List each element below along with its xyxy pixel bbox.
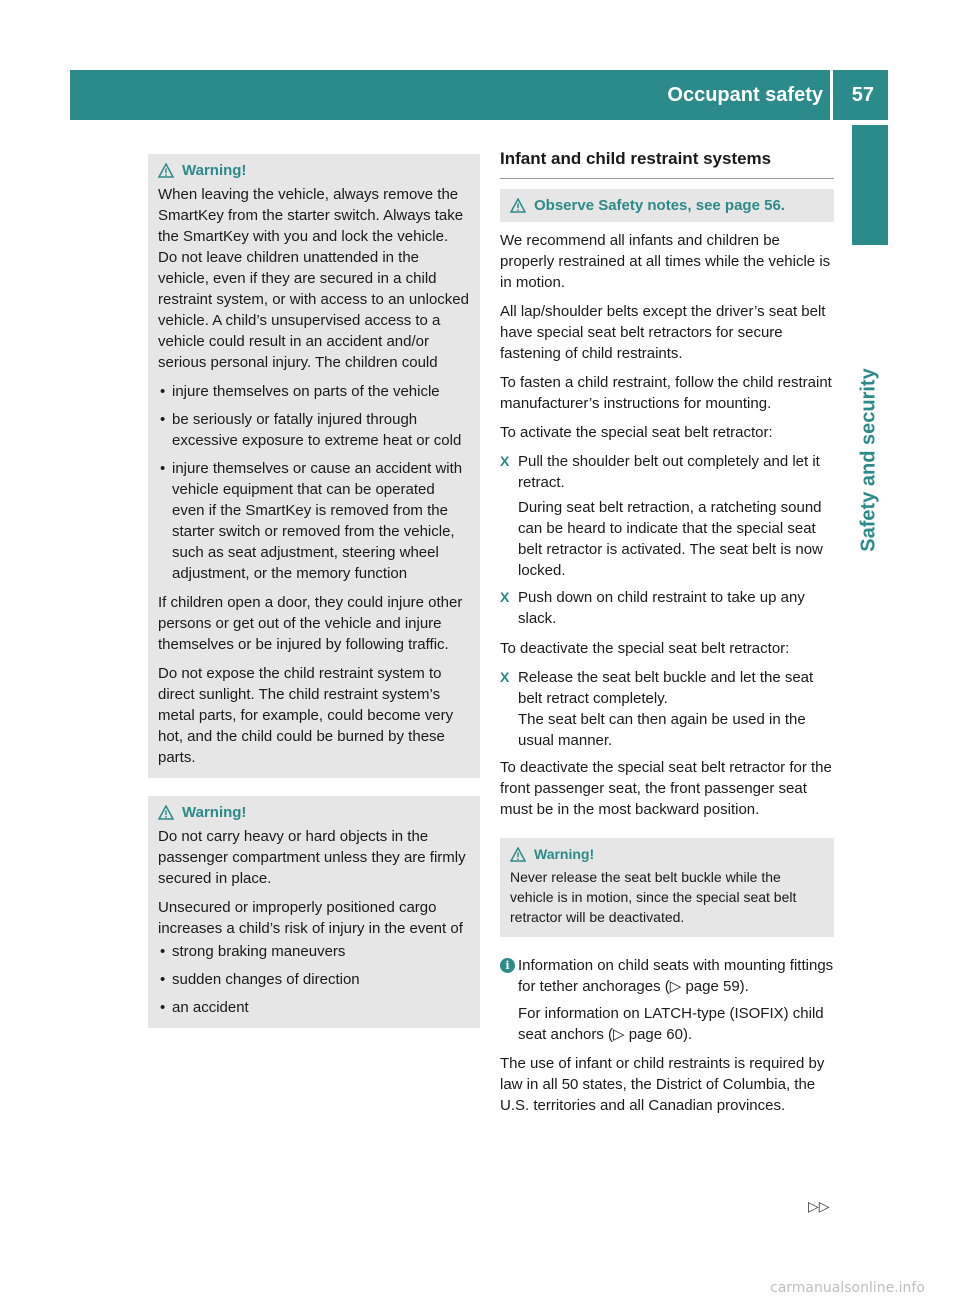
- body-paragraph: To deactivate the special seat belt retractor:: [500, 640, 790, 657]
- body-paragraph: The use of infant or child restraints is required by law in all 50 states, the District of Columbia, the U.S. territories and all Canadian provinces.: [500, 1055, 825, 1114]
- bullet-item: • sudden changes of direction: [158, 969, 471, 990]
- bullet-item: • injure themselves or cause an accident with vehicle equipment that can be operated even if the SmartKey is removed from the starter switch or removed from the vehicle, such as seat adjustment, steering wheel adjustment, or the memory function: [158, 458, 471, 584]
- bullet-item: • an accident: [158, 997, 471, 1018]
- warning-paragraph: If children open a door, they could injure other persons or get out of the vehicle and injure themselves or be injured by following traffic.: [158, 594, 463, 653]
- header-bar: [70, 70, 888, 120]
- safety-note-heading: Observe Safety notes, see page 56.: [510, 195, 825, 216]
- warning-triangle-icon: [158, 805, 174, 820]
- watermark: carmanualsonline.info: [770, 1280, 925, 1296]
- left-column: [148, 154, 480, 1028]
- bullet-item: • strong braking maneuvers: [158, 941, 471, 962]
- warning-paragraph: Do not carry heavy or hard objects in the passenger compartment unless they are firmly secured in place.: [158, 828, 466, 887]
- instruction-step: X Push down on child restraint to take up any slack.: [500, 589, 805, 627]
- warning-paragraph: When leaving the vehicle, always remove the SmartKey from the starter switch. Always take the SmartKey with you and lock the vehicle. Do not leave children unattended in the vehicle, even if they are secured in a child restraint system, or with access to an unlocked vehicle. A child’s unsupervised access to a vehicle could result in an accident and/or serious personal injury. The children could: [158, 186, 469, 371]
- warning-box-buckle: [500, 838, 834, 937]
- warning-heading: Warning!: [158, 802, 471, 823]
- page-title: Occupant safety: [667, 84, 823, 106]
- body-paragraph: To activate the special seat belt retractor:: [500, 424, 773, 441]
- step-arrow-icon: X: [500, 453, 510, 469]
- warning-paragraph: Do not expose the child restraint system to direct sunlight. The child restraint system’s metal parts, for example, could become very hot, and the child could be burned by these parts.: [158, 665, 454, 766]
- page-number: 57: [851, 84, 874, 106]
- side-tab-marker: [852, 125, 888, 245]
- continue-arrow-icon: ▷▷: [808, 1198, 830, 1214]
- body-paragraph: To deactivate the special seat belt retractor for the front passenger seat, the front passenger seat must be in the most backward position.: [500, 759, 832, 818]
- warning-triangle-icon: [510, 847, 526, 862]
- warning-box-children: [148, 154, 480, 778]
- section-heading: Infant and child restraint systems: [500, 148, 834, 179]
- info-icon: i: [500, 958, 515, 973]
- instruction-step: X Release the seat belt buckle and let the seat belt retract completely. The seat belt can then again be used in the usual manner.: [500, 669, 814, 749]
- safety-note-box: [500, 189, 834, 222]
- step-arrow-icon: X: [500, 589, 510, 605]
- body-paragraph: All lap/shoulder belts except the driver’s seat belt have special seat belt retractors for secure fastening of child restraints.: [500, 303, 826, 362]
- warning-paragraph: Unsecured or improperly positioned cargo increases a child’s risk of injury in the event of: [158, 899, 463, 937]
- warning-heading: Warning!: [158, 160, 471, 181]
- bullet-item: • injure themselves on parts of the vehicle: [158, 381, 471, 402]
- header-divider: [830, 70, 833, 120]
- instruction-step: X Pull the shoulder belt out completely and let it retract. During seat belt retraction, a ratcheting sound can be heard to indicate that the special seat belt retractor is activated. The seat belt is now locked.: [500, 453, 823, 579]
- right-column: [500, 148, 834, 1124]
- warning-triangle-icon: [510, 198, 526, 213]
- warning-heading: Warning!: [510, 844, 825, 864]
- info-note: i Information on child seats with mounting fittings for tether anchorages (▷ page 59). For information on LATCH-type (ISOFIX) child seat anchors (▷ page 60).: [500, 955, 834, 1045]
- warning-paragraph: Never release the seat belt buckle while the vehicle is in motion, since the special seat belt retractor will be deactivated.: [510, 869, 797, 925]
- body-paragraph: To fasten a child restraint, follow the child restraint manufacturer’s instructions for mounting.: [500, 374, 832, 412]
- warning-triangle-icon: [158, 163, 174, 178]
- step-arrow-icon: X: [500, 669, 510, 685]
- body-paragraph: We recommend all infants and children be properly restrained at all times while the vehicle is in motion.: [500, 232, 831, 291]
- warning-box-cargo: [148, 796, 480, 1028]
- bullet-item: • be seriously or fatally injured through excessive exposure to extreme heat or cold: [158, 409, 471, 451]
